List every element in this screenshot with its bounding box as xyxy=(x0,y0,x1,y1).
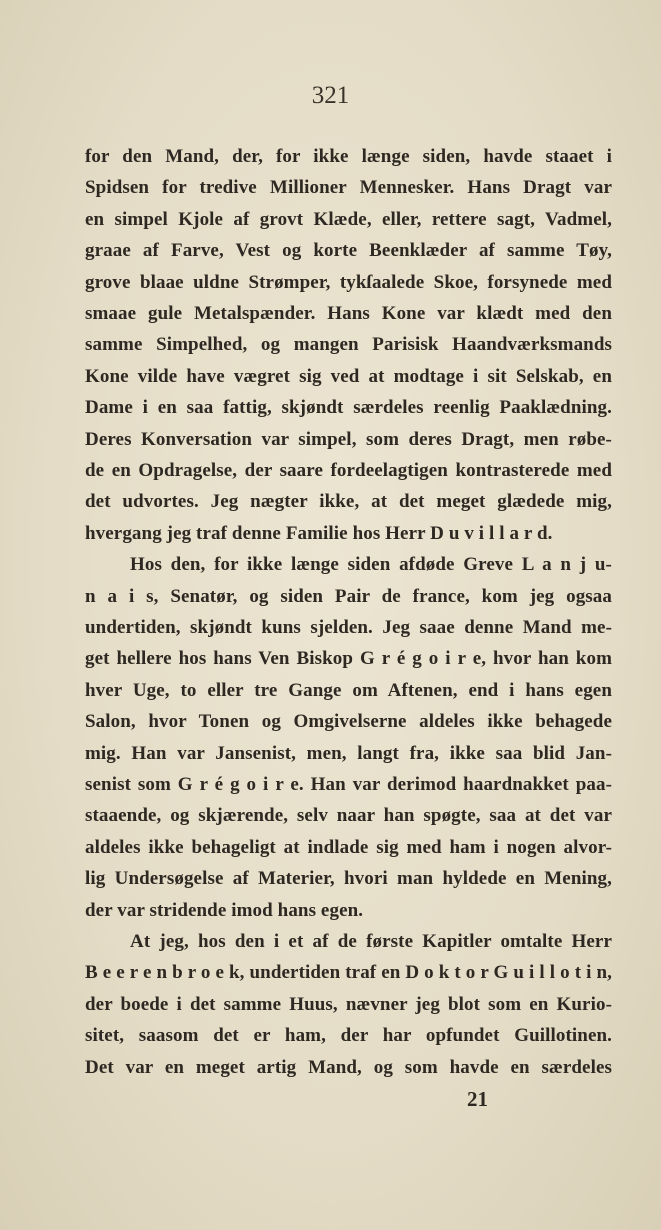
text-line: for den Mand, der, for ikke længe siden, havde staaet i xyxy=(85,146,612,167)
text-line: Deres Konversation var simpel, som deres Dragt, men røbe- xyxy=(85,428,612,450)
text-line: Dame i en saa fattig, skjøndt særdeles reenlig Paaklædning. xyxy=(85,397,612,419)
text-line: staaende, og skjærende, selv naar han spøgte, saa at det var xyxy=(85,805,612,827)
text-line: Kone vilde have vægret sig ved at modtage i sit Selskab, en xyxy=(85,365,612,387)
text-line: lig Undersøgelse af Materier, hvori man hyldede en Mening, xyxy=(85,868,612,890)
text-line: samme Simpelhed, og mangen Parisisk Haandværksmands xyxy=(85,334,612,356)
text-line: Spidsen for tredive Millioner Mennesker. Hans Dragt var xyxy=(85,177,612,199)
text-line: undertiden, skjøndt kuns sjelden. Jeg saae denne Mand me- xyxy=(85,617,612,638)
text-line: der boede i det samme Huus, nævner jeg blot som en Kurio- xyxy=(85,993,612,1015)
text-line: n a i s, Senatør, og siden Pair de france, kom jeg ogsaa xyxy=(85,585,612,607)
text-line: senist som G r é g o i r e. Han var derimod haardnakket paa- xyxy=(85,774,612,795)
text-line: Hos den, for ikke længe siden afdøde Greve L a n j u- xyxy=(130,554,612,576)
text-line: grove blaae uldne Strømper, tykſaalede Skoe, forsynede med xyxy=(85,271,612,293)
text-line: hvergang jeg traf denne Familie hos Herr D u v i l l a r d. xyxy=(85,522,553,544)
signature-mark: 21 xyxy=(467,1087,488,1111)
text-line: en simpel Kjole af grovt Klæde, eller, rettere sagt, Vadmel, xyxy=(85,208,612,230)
text-line: mig. Han var Jansenist, men, langt fra, ikke saa blid Jan- xyxy=(85,742,612,764)
page-number: 321 xyxy=(311,82,350,109)
text-line: get hellere hos hans Ven Biskop G r é g o i r e, hvor han kom xyxy=(85,648,612,670)
text-line: hver Uge, to eller tre Gange om Aftenen, end i hans egen xyxy=(85,679,612,701)
text-line: B e e r e n b r o e k, undertiden traf en D o k t o r G u i l l o t i n, xyxy=(85,962,612,984)
text-line: Det var en meget artig Mand, og som havde en særdeles xyxy=(85,1056,612,1078)
text-line: smaae gule Metalspænder. Hans Kone var klædt med den xyxy=(85,303,612,324)
text-line: At jeg, hos den i et af de første Kapitler omtalte Herr xyxy=(130,931,612,952)
text-line: det udvortes. Jeg nægter ikke, at det meget glædede mig, xyxy=(85,491,612,513)
text-line: der var stridende imod hans egen. xyxy=(85,899,364,921)
text-line: aldeles ikke behageligt at indlade sig med ham i nogen alvor- xyxy=(85,836,612,858)
text-line: de en Opdragelse, der saare fordeelagtigen kontrasterede med xyxy=(85,460,612,481)
text-line: Salon, hvor Tonen og Omgivelserne aldeles ikke behagede xyxy=(85,711,612,733)
text-line: graae af Farve, Vest og korte Beenklæder af samme Tøy, xyxy=(85,240,612,262)
text-line: sitet, saasom det er ham, der har opfundet Guillotinen. xyxy=(85,1025,612,1047)
